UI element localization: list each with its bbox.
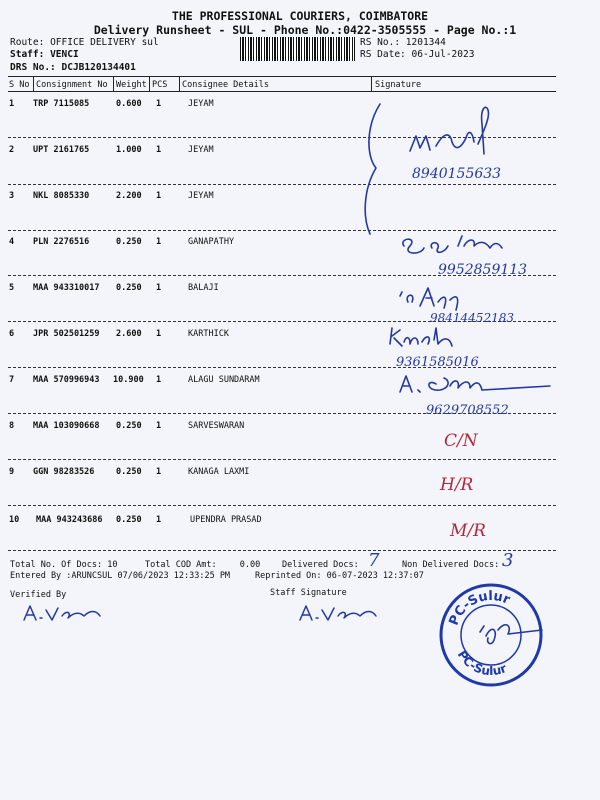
delivered-docs-value: 7 — [368, 550, 380, 571]
row-weight: 2.200 — [116, 191, 142, 201]
drs-label: DRS No.: — [10, 62, 56, 73]
row-weight: 0.600 — [116, 99, 142, 109]
row-pcs: 1 — [156, 467, 162, 477]
row-consignment: UPT 2161765 — [33, 145, 90, 155]
barcode — [240, 37, 355, 61]
row-weight: 0.250 — [116, 237, 142, 247]
rs-no-value: 1201344 — [405, 37, 446, 48]
total-docs-label: Total No. Of Docs: — [10, 560, 103, 570]
row-consignment: NKL 8085330 — [33, 191, 90, 201]
signature-5 — [400, 288, 458, 310]
row-sno: 9 — [9, 467, 15, 477]
cod-label: Total COD Amt: — [145, 560, 217, 570]
row-consignee: JEYAM — [188, 191, 214, 201]
sig4-phone: 9952859113 — [438, 262, 528, 278]
rs-no-label: RS No.: — [360, 37, 401, 48]
signature-6 — [390, 328, 452, 346]
row-consignee: KARTHICK — [188, 329, 229, 339]
total-docs-value: 10 — [107, 560, 118, 570]
staff-signature-label: Staff Signature — [270, 588, 347, 598]
row-consignment: MAA 943310017 — [33, 283, 100, 293]
verified-signature — [20, 600, 120, 630]
company-name: THE PROFESSIONAL COURIERS, COIMBATORE — [171, 9, 429, 23]
non-delivered-docs-label: Non Delivered Docs: — [402, 560, 500, 570]
row-sno: 6 — [9, 329, 15, 339]
route-line — [10, 37, 159, 48]
stamp-top-text: PC-Sulur — [446, 588, 513, 628]
svg-text:PC-Sulur — [455, 648, 509, 678]
rs-no-line — [360, 37, 446, 48]
row-sno: 7 — [9, 375, 15, 385]
row-consignment: MAA 103090668 — [33, 421, 100, 431]
sig6-phone: 9361585016 — [396, 355, 479, 370]
delivered-docs-label: Delivered Docs: — [282, 560, 359, 570]
rs-date-label: RS Date: — [360, 49, 406, 60]
row-pcs: 1 — [156, 237, 162, 247]
row-consignee: GANAPATHY — [188, 237, 235, 247]
bracket-mark — [365, 104, 380, 234]
col-signature: Signature — [375, 80, 422, 90]
total-cod — [145, 560, 260, 570]
row-pcs: 1 — [156, 99, 162, 109]
sig5-phone: 98414452183 — [430, 311, 514, 325]
non-delivered-docs-value: 3 — [502, 550, 514, 571]
row-consignment: MAA 570996943 — [33, 375, 100, 385]
row-consignment: GGN 98283526 — [33, 467, 95, 477]
row-consignee: UPENDRA PRASAD — [190, 515, 262, 525]
row-consignment: JPR 502501259 — [33, 329, 100, 339]
route-label: Route: — [10, 37, 45, 48]
row-consignee: JEYAM — [188, 99, 214, 109]
total-docs — [10, 560, 118, 570]
staff-label: Staff: — [10, 49, 45, 60]
reprinted-on: Reprinted On: 06-07-2023 12:37:07 — [255, 571, 424, 581]
pc-sulur-stamp — [436, 580, 546, 690]
row-pcs: 1 — [156, 515, 162, 525]
signature-handwriting — [340, 96, 590, 556]
row-consignee: JEYAM — [188, 145, 214, 155]
row-weight: 0.250 — [116, 283, 142, 293]
row-sno: 3 — [9, 191, 15, 201]
signature-4 — [403, 236, 502, 253]
rs-date-value: 06-Jul-2023 — [411, 49, 475, 60]
verified-by-label: Verified By — [10, 590, 67, 600]
row-weight: 0.250 — [116, 421, 142, 431]
row10-mark: M/R — [450, 521, 486, 541]
sig7-phone: 9629708552 — [426, 403, 509, 418]
row-weight: 10.900 — [113, 375, 144, 385]
col-consignee: Consignee Details — [182, 80, 269, 90]
rs-date-line — [360, 49, 474, 60]
row-weight: 0.250 — [116, 467, 142, 477]
col-weight: Weight — [116, 80, 147, 90]
col-consignment: Consignment No — [36, 80, 108, 90]
row-consignment: MAA 943243686 — [36, 515, 103, 525]
row-pcs: 1 — [156, 145, 162, 155]
row-pcs: 1 — [156, 191, 162, 201]
row-sno: 1 — [9, 99, 15, 109]
runsheet-title: Delivery Runsheet - SUL - Phone No.:0422-3505555 - Page No.:1 — [93, 23, 517, 37]
entered-by: Entered By :ARUNCSUL 07/06/2023 12:33:25 PM — [10, 571, 231, 581]
cod-value: 0.00 — [239, 560, 261, 570]
route-value: OFFICE DELIVERY sul — [50, 37, 159, 48]
col-sno: S No — [9, 80, 30, 90]
staff-line — [10, 49, 79, 60]
sig1-phone: 8940155633 — [412, 166, 502, 182]
svg-text:PC-Sulur — [447, 589, 513, 628]
row-weight: 0.250 — [116, 515, 142, 525]
row-sno: 4 — [9, 237, 15, 247]
staff-signature — [296, 600, 396, 630]
col-pcs: PCS — [152, 80, 168, 90]
stamp-bottom-text: PC-Sulur — [454, 648, 509, 679]
drs-line — [10, 62, 136, 73]
row-consignment: TRP 7115085 — [33, 99, 90, 109]
row9-mark: H/R — [440, 475, 474, 495]
staff-value: VENCI — [50, 49, 79, 60]
row-consignee: KANAGA LAXMI — [188, 467, 250, 477]
row8-mark: C/N — [444, 431, 478, 451]
row-weight: 2.600 — [116, 329, 142, 339]
row-sno: 5 — [9, 283, 15, 293]
row-pcs: 1 — [156, 375, 162, 385]
row-consignment: PLN 2276516 — [33, 237, 90, 247]
row-weight: 1.000 — [116, 145, 142, 155]
row-consignee: BALAJI — [188, 283, 219, 293]
drs-value: DCJB120134401 — [61, 62, 136, 73]
row-consignee: SARVESWARAN — [188, 421, 245, 431]
row-pcs: 1 — [156, 283, 162, 293]
row-sno: 8 — [9, 421, 15, 431]
row-sno: 2 — [9, 145, 15, 155]
signature-1 — [410, 107, 489, 154]
row-pcs: 1 — [156, 421, 162, 431]
signature-7 — [400, 376, 550, 392]
row-sno: 10 — [9, 515, 20, 525]
row-pcs: 1 — [156, 329, 162, 339]
row-consignee: ALAGU SUNDARAM — [188, 375, 260, 385]
